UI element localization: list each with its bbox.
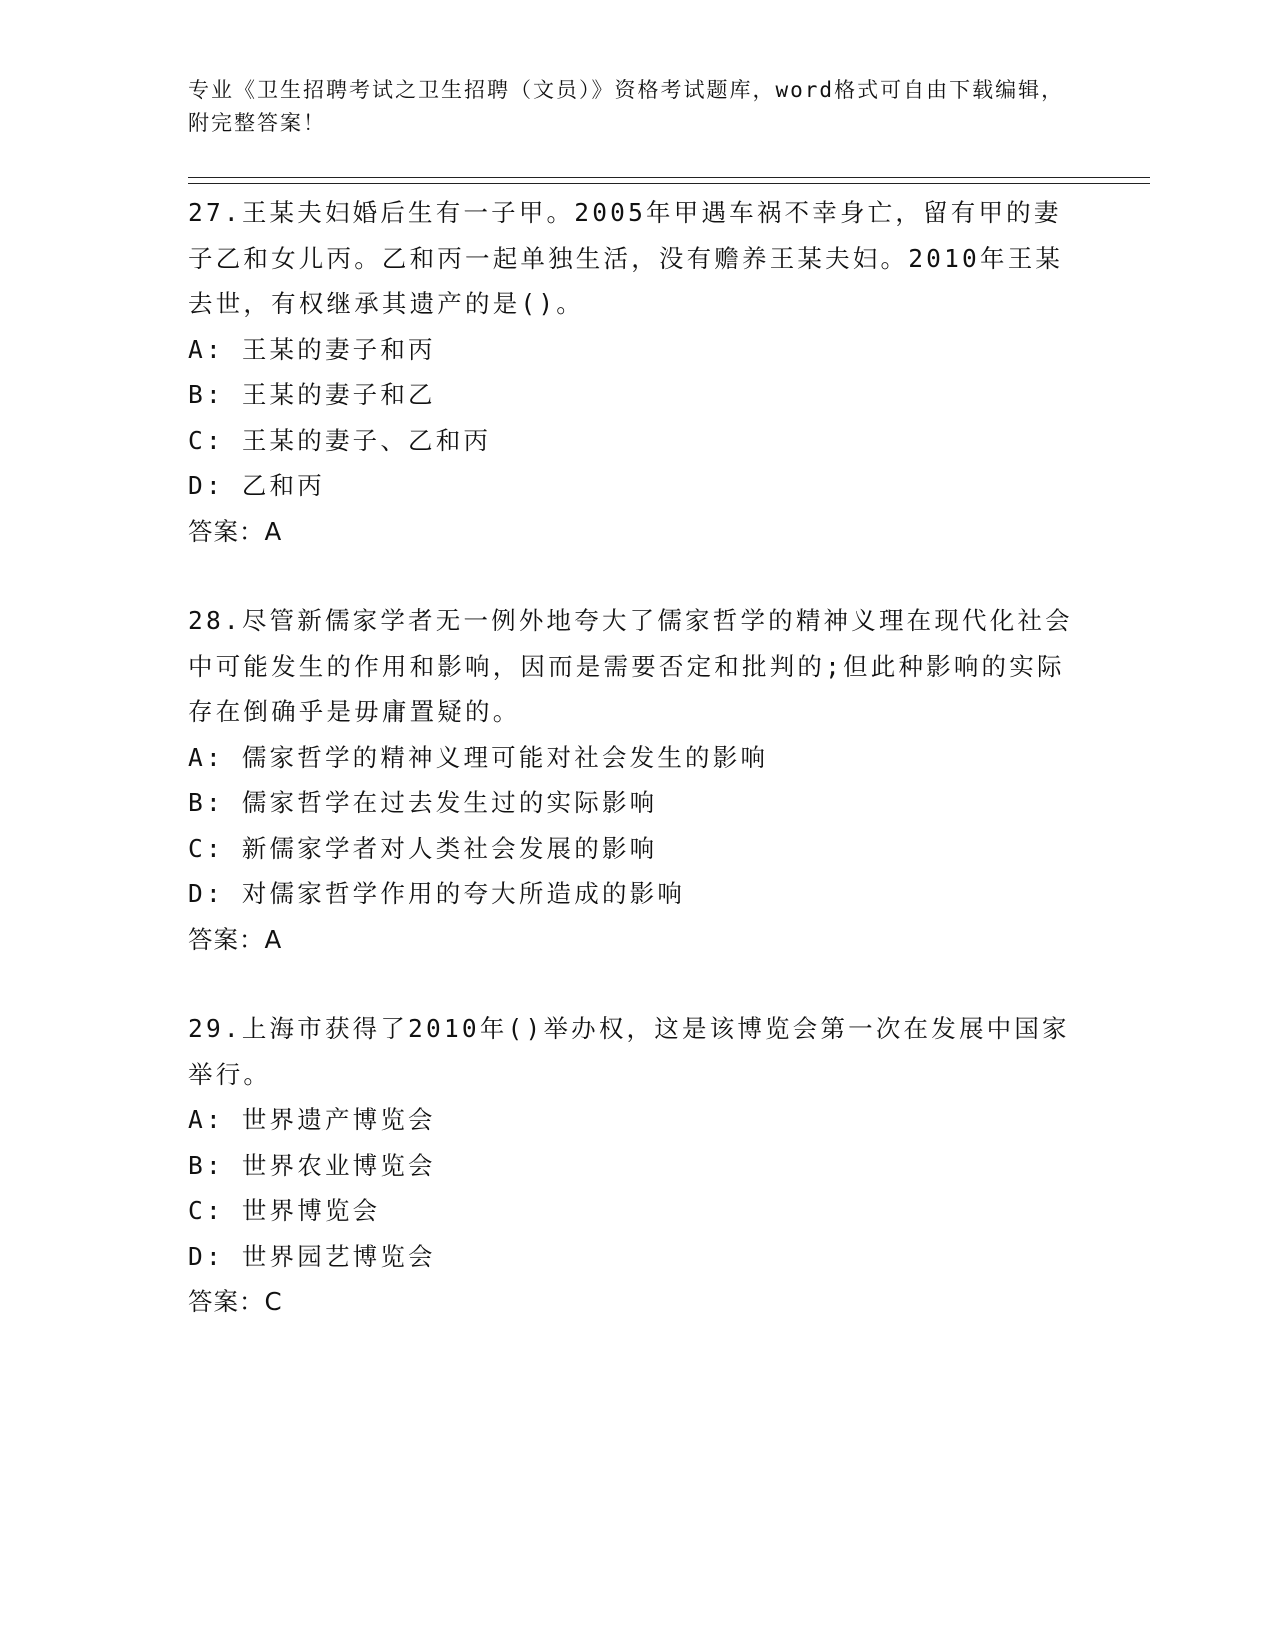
question-27 (188, 190, 1088, 554)
question-stem: 28.尽管新儒家学者无一例外地夸大了儒家哲学的精神义理在现代化社会中可能发生的作用和影响，因而是需要否定和批判的;但此种影响的实际存在倒确乎是毋庸置疑的。 (188, 606, 1073, 726)
option-d: D: 对儒家哲学作用的夸大所造成的影响 (188, 879, 686, 908)
option-d: D: 乙和丙 (188, 471, 325, 500)
question-29 (188, 1006, 1088, 1325)
option-b: B: 儒家哲学在过去发生过的实际影响 (188, 788, 658, 817)
option-a: A: 儒家哲学的精神义理可能对社会发生的影响 (188, 742, 769, 772)
option-a: A: 王某的妻子和丙 (188, 334, 436, 364)
question-stem: 29.上海市获得了2010年()举办权，这是该博览会第一次在发展中国家举行。 (188, 1014, 1070, 1089)
answer-line: 答案：A (188, 516, 283, 546)
option-c: C: 世界博览会 (188, 1196, 381, 1225)
option-d: D: 世界园艺博览会 (188, 1241, 436, 1271)
answer-line: 答案：C (188, 1287, 283, 1316)
option-c: C: 王某的妻子、乙和丙 (188, 425, 492, 455)
question-stem: 27.王某夫妇婚后生有一子甲。2005年甲遇车祸不幸身亡，留有甲的妻子乙和女儿丙。乙和丙一起单独生活，没有赡养王某夫妇。2010年王某去世，有权继承其遗产的是()。 (188, 198, 1064, 318)
header-divider-bottom (188, 183, 1150, 184)
question-list (188, 190, 1088, 1325)
document-header: 专业《卫生招聘考试之卫生招聘（文员）》资格考试题库，word格式可自由下载编辑，附完整答案！ (188, 78, 1065, 135)
header-divider-top (188, 177, 1150, 178)
option-c: C: 新儒家学者对人类社会发展的影响 (188, 833, 658, 863)
question-28 (188, 598, 1088, 962)
option-b: B: 王某的妻子和乙 (188, 380, 436, 409)
option-b: B: 世界农业博览会 (188, 1150, 436, 1180)
answer-line: 答案：A (188, 924, 283, 954)
option-a: A: 世界遗产博览会 (188, 1105, 436, 1134)
